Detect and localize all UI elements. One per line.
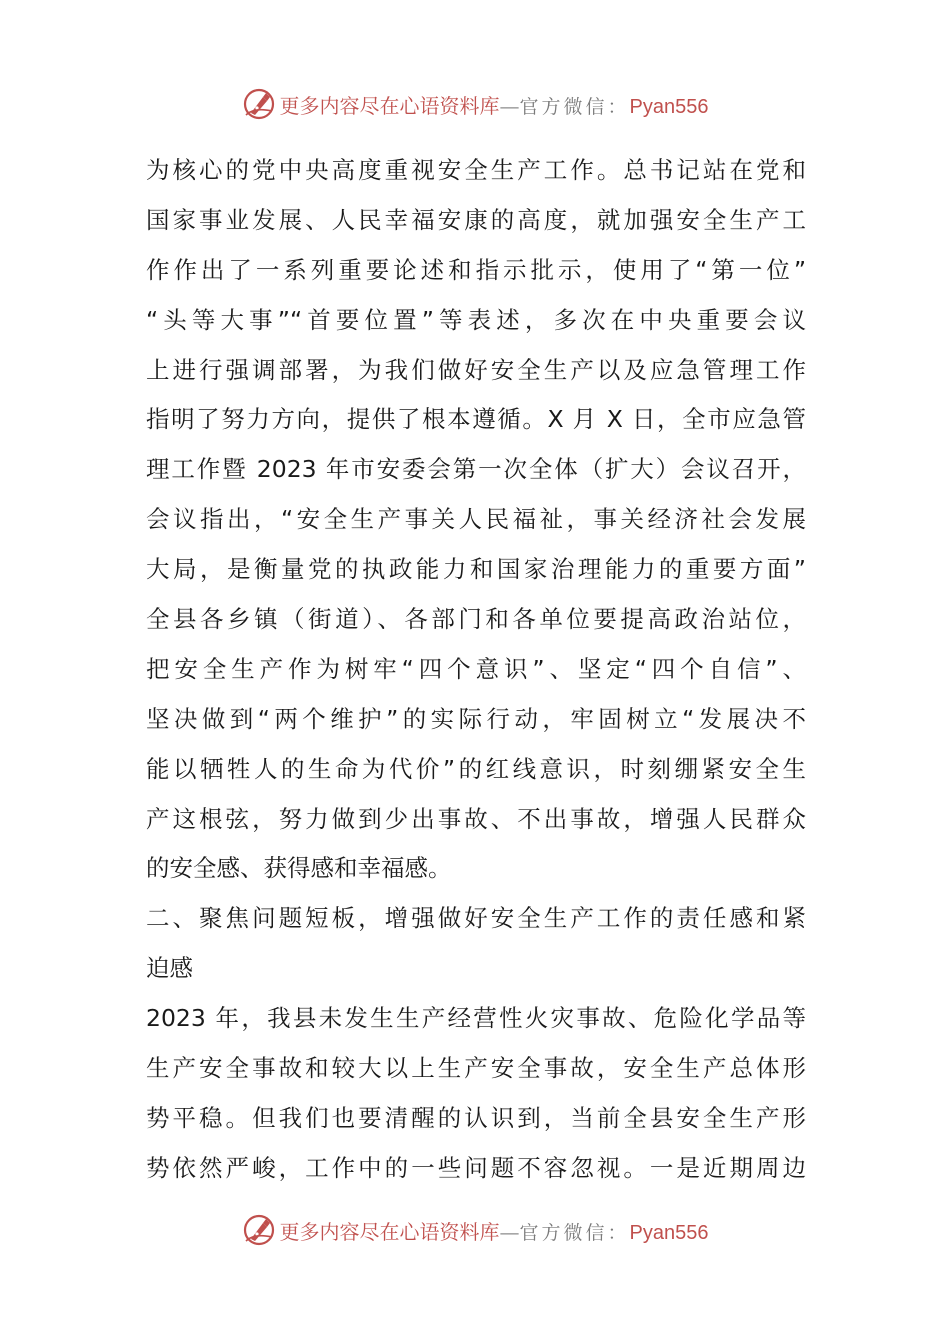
text-line: 能以牺牲人的生命为代价”的红线意识，时刻绷紧安全生 bbox=[146, 754, 806, 783]
banner-slogan: 更多内容尽在心语资料库 bbox=[279, 1219, 500, 1244]
text-line: 会议指出，“安全生产事关人民福祉，事关经济社会发展 bbox=[146, 505, 806, 534]
text-line: 势平稳。但我们也要清醒的认识到，当前全县安全生产形 bbox=[146, 1103, 806, 1132]
text-line: 上进行强调部署，为我们做好安全生产以及应急管理工作 bbox=[146, 355, 806, 384]
banner-slogan: 更多内容尽在心语资料库 bbox=[279, 93, 500, 118]
text-line: 把安全生产作为树牢“四个意识”、坚定“四个自信”、 bbox=[146, 654, 806, 683]
banner-wechat-id: Pyan556 bbox=[629, 95, 709, 118]
text-line: 坚决做到“两个维护”的实际行动，牢固树立“发展决不 bbox=[146, 704, 806, 733]
banner-text bbox=[280, 1216, 709, 1245]
text-line: 全县各乡镇（街道）、各部门和各单位要提高政治站位， bbox=[146, 605, 806, 634]
text-line: 的安全感、获得感和幸福感。 bbox=[146, 854, 452, 883]
text-line: 指明了努力方向，提供了根本遵循。X 月 X 日，全市应急管 bbox=[146, 405, 806, 434]
text-line: 为核心的党中央高度重视安全生产工作。总书记站在党和 bbox=[146, 156, 806, 184]
text-line: “头等大事”“首要位置”等表述，多次在中央重要会议 bbox=[146, 305, 806, 334]
text-line: 生产安全事故和较大以上生产安全事故，安全生产总体形 bbox=[146, 1054, 806, 1083]
text-line: 理工作暨 2023 年市安委会第一次全体（扩大）会议召开， bbox=[146, 455, 806, 484]
pen-nib-circle-icon bbox=[242, 87, 276, 121]
text-line: 2023 年，我县未发生生产经营性火灾事故、危险化学品等 bbox=[146, 1004, 806, 1033]
text-line: 势依然严峻，工作中的一些问题不容忽视。一是近期周边 bbox=[146, 1153, 806, 1182]
banner-label: 官方微信： bbox=[519, 95, 630, 118]
banner-wechat-id: Pyan556 bbox=[629, 1221, 709, 1244]
text-line: 大局，是衡量党的执政能力和国家治理能力的重要方面” bbox=[146, 555, 806, 584]
section-heading: 迫感 bbox=[146, 954, 193, 983]
body-text bbox=[146, 146, 806, 1194]
banner-text bbox=[280, 90, 709, 119]
banner-dash: — bbox=[499, 93, 520, 118]
section-heading: 二、聚焦问题短板，增强做好安全生产工作的责任感和紧 bbox=[146, 904, 806, 933]
banner-dash: — bbox=[499, 1219, 520, 1244]
text-line: 产这根弦，努力做到少出事故、不出事故，增强人民群众 bbox=[146, 804, 806, 833]
pen-nib-circle-icon bbox=[242, 1213, 276, 1247]
text-line: 作作出了一系列重要论述和指示批示，使用了“第一位” bbox=[146, 255, 806, 284]
header-banner bbox=[0, 84, 950, 124]
text-line: 国家事业发展、人民幸福安康的高度，就加强安全生产工 bbox=[146, 205, 806, 234]
banner-label: 官方微信： bbox=[519, 1221, 630, 1244]
footer-banner bbox=[0, 1210, 950, 1250]
